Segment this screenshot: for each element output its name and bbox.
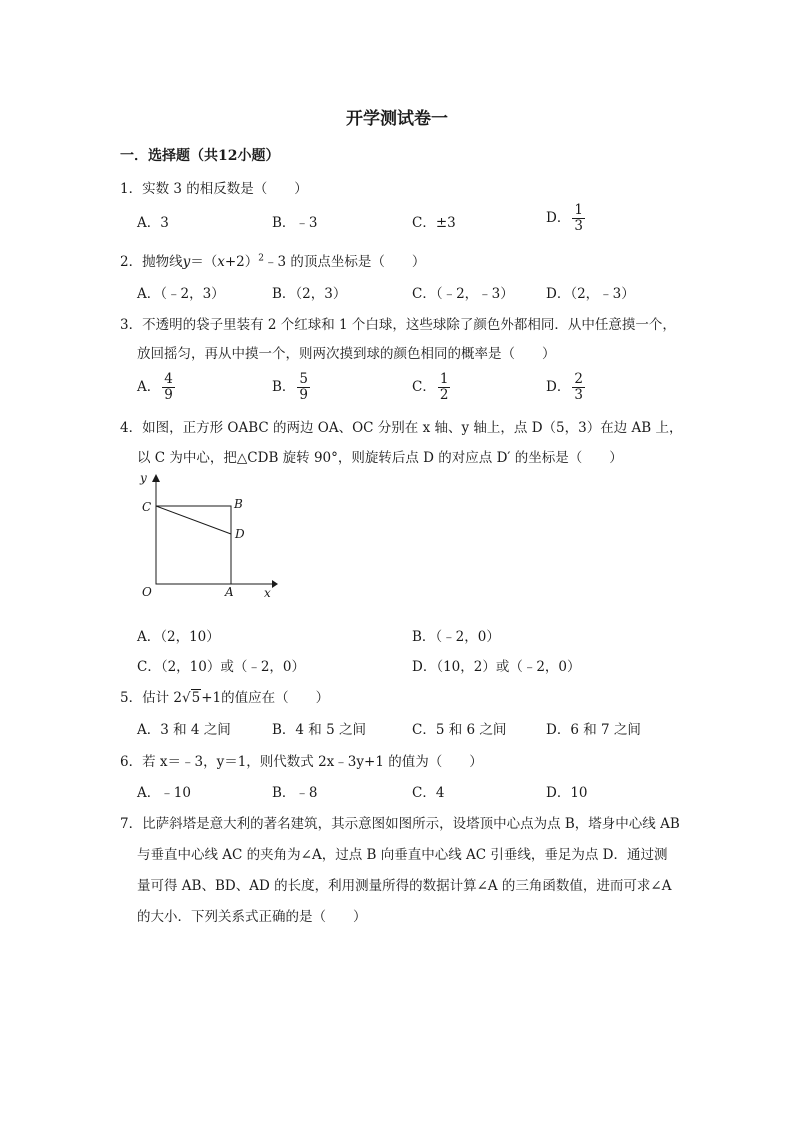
question-4-line-1: 4．如图，正方形 OABC 的两边 OA、OC 分别在 x 轴、y 轴上，点 D（5，3）在边 AB 上， — [120, 420, 683, 436]
q5-option-a: A．3 和 4 之间 — [137, 722, 231, 738]
sqrt-symbol: √5 — [181, 690, 201, 706]
label-b: B — [234, 497, 243, 511]
q4-option-a: A．（2，10） — [137, 629, 220, 645]
square-oabc — [156, 506, 231, 584]
question-7-line-1: 7．比萨斜塔是意大利的著名建筑，其示意图如图所示，设塔顶中心点为点 B，塔身中心线 AB — [120, 816, 680, 832]
q4-option-b: B．（﹣2，0） — [412, 629, 500, 645]
q2-option-d: D．（2，﹣3） — [546, 286, 635, 302]
fraction: $\frac{1}{3}$ — [574, 202, 583, 234]
question-7-line-4: 的大小．下列关系式正确的是（ ） — [137, 909, 367, 925]
label-c: C — [142, 500, 152, 514]
question-4-line-2: 以 C 为中心，把△CDB 旋转 90°，则旋转后点 D 的对应点 D′ 的坐标是（ ） — [137, 450, 623, 466]
q1-option-a: A．3 — [137, 215, 169, 231]
fraction: $\frac{1}{2}$ — [439, 371, 449, 403]
fraction: $\frac{4}{9}$ — [164, 371, 173, 403]
q2-option-b: B．（2，3） — [272, 286, 347, 302]
page-title: 开学测试卷一 — [346, 109, 448, 129]
fraction: $\frac{5}{9}$ — [299, 371, 309, 403]
segment-cd — [156, 506, 231, 534]
q4-option-d: D．（10，2）或（﹣2，0） — [412, 659, 581, 675]
q4-option-c: C．（2，10）或（﹣2，0） — [137, 659, 306, 675]
q5-option-b: B．4 和 5 之间 — [272, 722, 366, 738]
q6-option-d: D．10 — [546, 785, 588, 801]
question-3-line-1: 3．不透明的袋子里装有 2 个红球和 1 个白球，这些球除了颜色外都相同．从中任意摸一个， — [120, 317, 676, 333]
q1-option-d: D． $\frac{1}{3}$ — [546, 202, 583, 234]
question-7-line-3: 量可得 AB、BD、AD 的长度，利用测量所得的数据计算∠A 的三角函数值，进而可求∠A — [137, 878, 672, 894]
square-figure — [130, 470, 290, 610]
label-o: O — [142, 585, 152, 599]
question-3-line-2: 放回摇匀，再从中摸一个，则两次摸到球的颜色相同的概率是（ ） — [137, 346, 556, 362]
question-1-stem: 1．实数 3 的相反数是（ ） — [120, 181, 308, 197]
q2-option-c: C．（﹣2，﹣3） — [412, 286, 514, 302]
label-y: y — [140, 471, 147, 485]
q3-option-d: D． $\frac{2}{3}$ — [546, 371, 583, 403]
fraction: $\frac{2}{3}$ — [574, 371, 583, 403]
q6-option-b: B．﹣8 — [272, 785, 318, 801]
q2-option-a: A．（﹣2，3） — [137, 286, 225, 302]
label-d: D — [235, 527, 245, 541]
q3-option-b: B． $\frac{5}{9}$ — [272, 371, 309, 403]
q1-option-b: B．﹣3 — [272, 215, 318, 231]
q5-option-c: C．5 和 6 之间 — [412, 722, 507, 738]
question-7-line-2: 与垂直中心线 AC 的夹角为∠A，过点 B 向垂直中心线 AC 引垂线，垂足为点 D．通过测 — [137, 847, 668, 863]
section-heading: 一．选择题（共12小题） — [120, 148, 280, 164]
label-a: A — [225, 585, 234, 599]
q6-option-a: A．﹣10 — [137, 785, 191, 801]
q6-option-c: C．4 — [412, 785, 445, 801]
question-2-stem: 2．抛物线$y=(x+2)^2﹣3$ 的顶点坐标是（ ） — [120, 253, 426, 270]
q3-option-c: C． $\frac{1}{2}$ — [412, 371, 449, 403]
q1-option-c: C．±3 — [412, 215, 456, 231]
q3-option-a: A． $\frac{4}{9}$ — [137, 371, 173, 403]
question-5-stem: 5．估计 2√5+1的值应在（ ） — [120, 690, 330, 706]
label-x: x — [264, 586, 271, 600]
q5-option-d: D．6 和 7 之间 — [546, 722, 641, 738]
y-axis-arrow — [152, 474, 160, 482]
x-axis-arrow — [272, 580, 278, 588]
question-6-stem: 6．若 x＝﹣3，y＝1，则代数式 2x﹣3y+1 的值为（ ） — [120, 754, 483, 770]
